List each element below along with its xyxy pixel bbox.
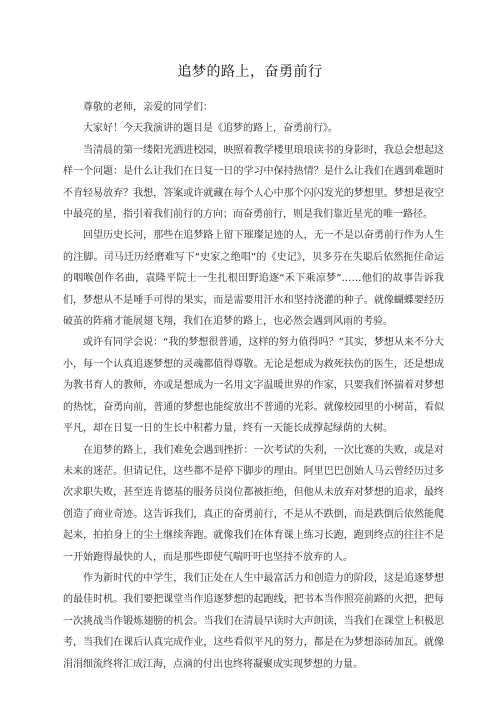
document-body — [63, 97, 444, 675]
document-title: 追梦的路上，奋勇前行 — [177, 64, 323, 80]
paragraph: 或许有同学会说：“我的梦想很普通，这样的努力值得吗？”其实，梦想从来不分大小，每一个认真追逐梦想的灵魂都值得尊敬。无论是想成为救死扶伤的医生，还是想成为教书育人的教师，亦或是想成为一名用文字温暖世界的作家，只要我们怀揣着对梦想的热忱，奋勇向前，普通的梦想也能绽放出不普通的光彩。就像校园里的小树苗，看似平凡，却在日复一日的生长中积蓄力量，终有一天能长成撑起绿荫的大树。 — [63, 337, 444, 435]
paragraph: 在追梦的路上，我们难免会遇到挫折：一次考试的失利，一次比赛的失败，或是对未来的迷茫。但请记住，这些都不是停下脚步的理由。阿里巴巴创始人马云曾经历过多次求职失败，甚至连肯德基的服务员岗位都被拒绝，但他从未放弃对梦想的追求，最终创造了商业奇迹。这告诉我们，真正的奋勇前行，不是从不跌倒，而是跌倒后依然能爬起来，拍拍身上的尘土继续奔跑。就像我们在体育课上练习长跑，跑到终点的往往不是一开始跑得最快的人，而是那些即使气喘吁吁也坚持不放弃的人。 — [63, 444, 444, 563]
paragraph: 当清晨的第一缕阳光洒进校园，映照着教学楼里琅琅读书的身影时，我总会想起这样一个问题：是什么让我们在日复一日的学习中保持热情？是什么让我们在遇到难题时不肯轻易放弃？我想，答案或许就藏在每个人心中那个闪闪发光的梦想里。梦想是夜空中最亮的星，指引着我们前行的方向；而奋勇前行，则是我们靠近星光的唯一路径。 — [63, 144, 444, 221]
paragraph: 大家好！今天我演讲的题目是《追梦的路上，奋勇前行》。 — [83, 123, 338, 135]
paragraph: 作为新时代的中学生，我们正处在人生中最富活力和创造力的阶段，这是追逐梦想的最佳时机。我们要把课堂当作追逐梦想的起跑线，把书本当作照亮前路的火把，把每一次挑战当作锻炼翅膀的机会。当我们在清晨早读时大声朗读，当我们在课堂上积极思考，当我们在课后认真完成作业，这些看似平凡的努力，都是在为梦想添砖加瓦。就像涓涓细流终将汇成江海，点滴的付出也终将凝聚成实现梦想的力量。 — [63, 572, 444, 670]
paragraph: 回望历史长河，那些在追梦路上留下璀璨足迹的人，无一不是以奋勇前行作为人生的注脚。司马迁历经磨难写下“史家之绝唱”的《史记》，贝多芬在失聪后依然扼住命运的咽喉创作名曲，袁隆平院士一生扎根田野追逐“禾下乘凉梦”……他们的故事告诉我们，梦想从不是唾手可得的果实，而是需要用汗水和坚持浇灌的种子。就像蝴蝶要经历破茧的阵痛才能展翅飞翔，我们在追梦的路上，也必然会遇到风雨的考验。 — [63, 230, 444, 328]
salutation: 尊敬的老师，亲爱的同学们： — [83, 102, 213, 113]
